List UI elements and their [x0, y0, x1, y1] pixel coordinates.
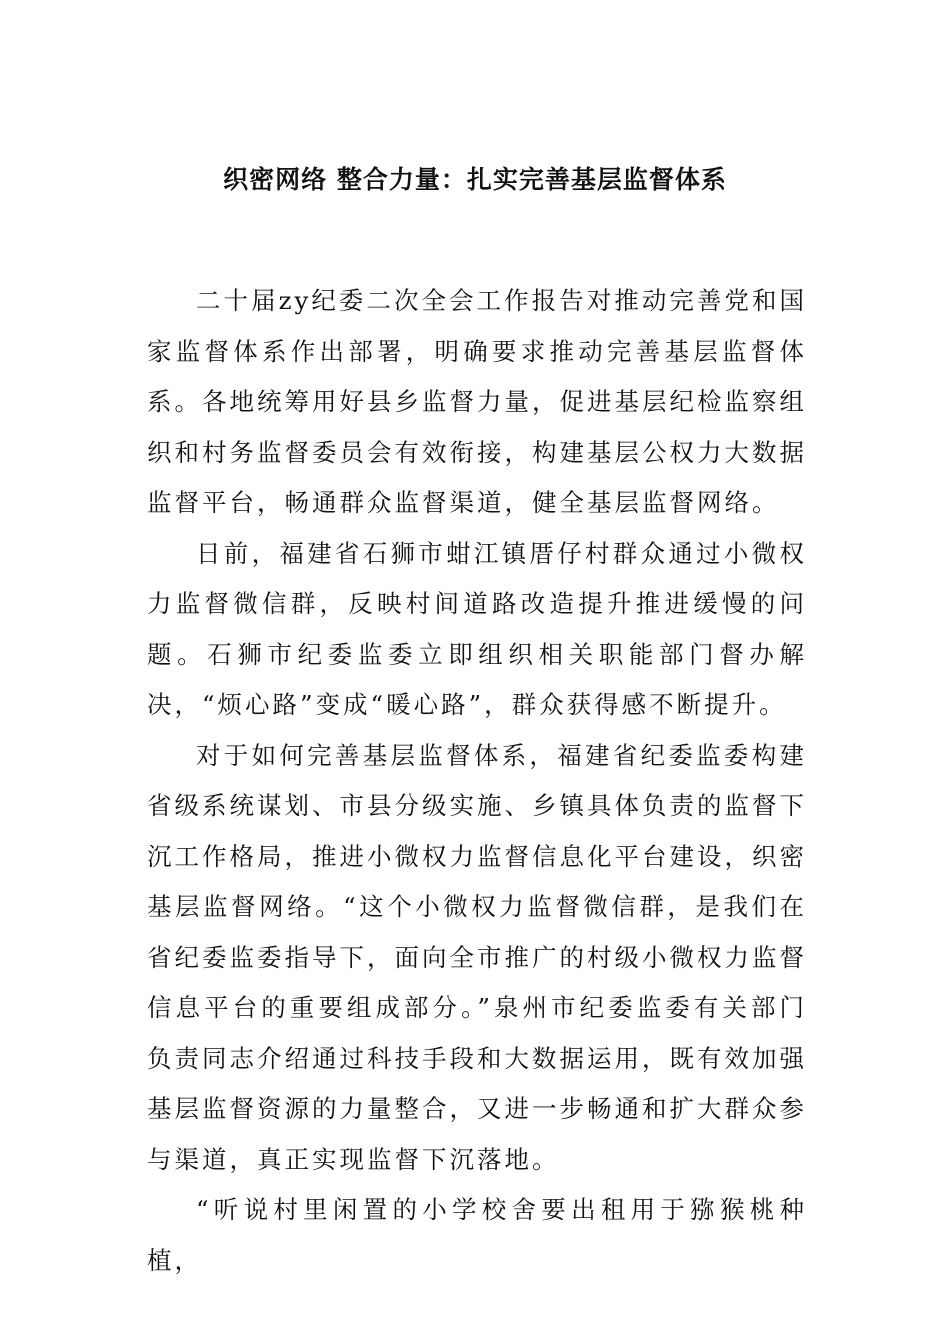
- document-body: [147, 276, 807, 1286]
- paragraph-3: 对于如何完善基层监督体系，福建省纪委监委构建省级系统谋划、市县分级实施、乡镇具体负责的监督下沉工作格局，推进小微权力监督信息化平台建设，织密基层监督网络。“这个小微权力监督微信群，是我们在省纪委监委指导下，面向全市推广的村级小微权力监督信息平台的重要组成部分。”泉州市纪委监委有关部门负责同志介绍通过科技手段和大数据运用，既有效加强基层监督资源的力量整合，又进一步畅通和扩大群众参与渠道，真正实现监督下沉落地。: [147, 740, 807, 1174]
- paragraph-2: 日前，福建省石狮市蚶江镇厝仔村群众通过小微权力监督微信群，反映村间道路改造提升推进缓慢的问题。石狮市纪委监委立即组织相关职能部门督办解决，“烦心路”变成“暖心路”，群众获得感不断提升。: [147, 538, 807, 719]
- paragraph-4: “听说村里闲置的小学校舍要出租用于猕猴桃种植，: [147, 1195, 807, 1275]
- paragraph-1: 二十届zy纪委二次全会工作报告对推动完善党和国家监督体系作出部署，明确要求推动完善基层监督体系。各地统筹用好县乡监督力量，促进基层纪检监察组织和村务监督委员会有效衔接，构建基层公权力大数据监督平台，畅通群众监督渠道，健全基层监督网络。: [147, 286, 807, 517]
- document-title: 织密网络 整合力量：扎实完善基层监督体系: [223, 165, 727, 194]
